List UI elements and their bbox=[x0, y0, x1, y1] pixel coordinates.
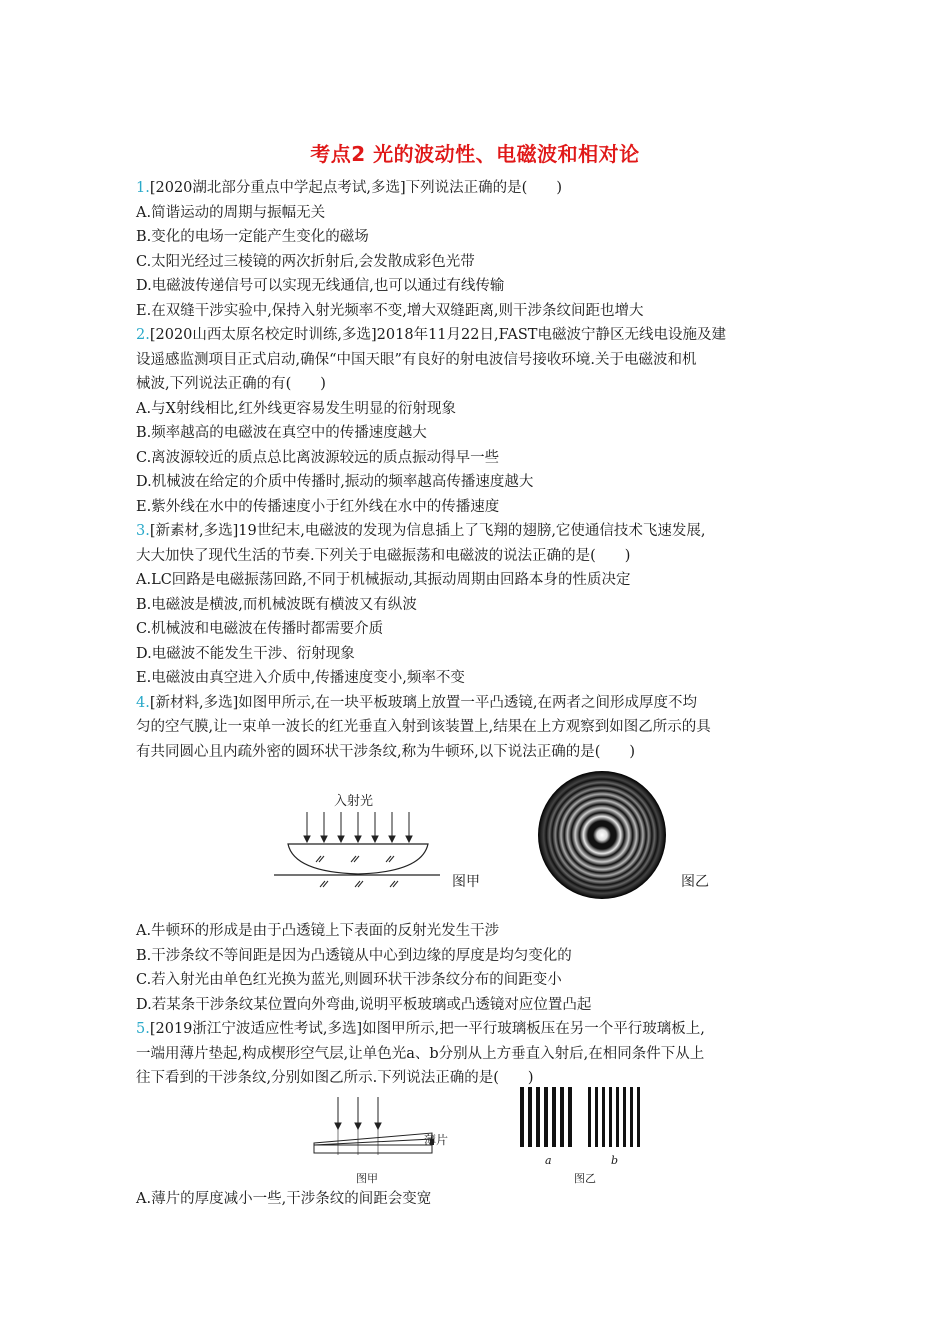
figure-b-caption-5: 图乙 bbox=[574, 1171, 596, 1185]
question-3-stem: 3.[新素材,多选]19世纪末,电磁波的发现为信息插上了飞翔的翅膀,它使通信技术飞速发展, bbox=[136, 523, 706, 539]
question-4-stem-line: 有共同圆心且内疏外密的圆环状干涉条纹,称为牛顿环,以下说法正确的是( ) bbox=[136, 743, 636, 760]
question-2-number: 2. bbox=[136, 327, 150, 343]
wedge-figures bbox=[136, 1091, 826, 1187]
figure-a-caption-5: 图甲 bbox=[356, 1171, 378, 1185]
q1-option-b: B.变化的电场一定能产生变化的磁场 bbox=[136, 229, 369, 245]
question-2-stem-line: 械波,下列说法正确的有( ) bbox=[136, 376, 326, 392]
q2-option-b: B.频率越高的电磁波在真空中的传播速度越大 bbox=[136, 425, 427, 441]
question-3-stem-line: 大大加快了现代生活的节奏.下列关于电磁振荡和电磁波的说法正确的是( ) bbox=[136, 547, 631, 564]
question-5-stem: 5.[2019浙江宁波适应性考试,多选]如图甲所示,把一平行玻璃板压在另一个平行玻璃板上, bbox=[136, 1021, 705, 1037]
q1-option-a: A.简谐运动的周期与振幅无关 bbox=[136, 204, 326, 221]
q2-option-e: E.紫外线在水中的传播速度小于红外线在水中的传播速度 bbox=[136, 498, 500, 515]
incident-light-label: 入射光 bbox=[334, 794, 374, 809]
q3-option-e: E.电磁波由真空进入介质中,传播速度变小,频率不变 bbox=[136, 670, 465, 686]
q1-option-c: C.太阳光经过三棱镜的两次折射后,会发散成彩色光带 bbox=[136, 253, 475, 270]
question-4-stem-line: 匀的空气膜,让一束单一波长的红光垂直入射到该装置上,结果在上方观察到如图乙所示的具 bbox=[136, 719, 711, 735]
q4-option-d: D.若某条干涉条纹某位置向外弯曲,说明平板玻璃或凸透镜对应位置凸起 bbox=[136, 996, 592, 1013]
figure-a-caption: 图甲 bbox=[452, 874, 480, 890]
question-5-number: 5. bbox=[136, 1021, 150, 1037]
question-5-stem-line: 一端用薄片垫起,构成楔形空气层,让单色光a、b分别从上方垂直入射后,在相同条件下从上 bbox=[136, 1045, 705, 1062]
q4-option-b: B.干涉条纹不等间距是因为凸透镜从中心到边缘的厚度是均匀变化的 bbox=[136, 947, 572, 964]
q3-option-b: B.电磁波是横波,而机械波既有横波又有纵波 bbox=[136, 596, 417, 613]
question-list bbox=[136, 176, 826, 1211]
question-1-stem: 1.[2020湖北部分重点中学起点考试,多选]下列说法正确的是( ) bbox=[136, 180, 562, 196]
q2-option-a: A.与X射线相比,红外线更容易发生明显的衍射现象 bbox=[136, 400, 457, 417]
question-5-stem-line: 往下看到的干涉条纹,分别如图乙所示.下列说法正确的是( ) bbox=[136, 1070, 534, 1086]
page-title: 考点2 光的波动性、电磁波和相对论 bbox=[310, 142, 640, 166]
q3-option-a: A.LC回路是电磁振荡回路,不同于机械振动,其振动周期由回路本身的性质决定 bbox=[136, 572, 631, 588]
question-1-number: 1. bbox=[136, 180, 150, 196]
q2-option-d: D.机械波在给定的介质中传播时,振动的频率越高传播速度越大 bbox=[136, 474, 534, 490]
question-2-stem-line: 设遥感监测项目正式启动,确保“中国天眼”有良好的射电波信号接收环境.关于电磁波和机 bbox=[136, 351, 697, 368]
q2-option-c: C.离波源较近的质点总比离波源较远的质点振动得早一些 bbox=[136, 449, 500, 466]
q3-option-c: C.机械波和电磁波在传播时都需要介质 bbox=[136, 621, 384, 637]
question-2-stem: 2.[2020山西太原名校定时训练,多选]2018年11月22日,FAST电磁波宁静区无线电设施及建 bbox=[136, 327, 726, 343]
fringe-label-b: b bbox=[611, 1153, 619, 1167]
fringe-label-a: a bbox=[545, 1153, 552, 1167]
q1-option-e: E.在双缝干涉实验中,保持入射光频率不变,增大双缝距离,则干涉条纹间距也增大 bbox=[136, 302, 644, 319]
newton-rings-image bbox=[537, 770, 667, 900]
newton-ring-figures bbox=[136, 764, 826, 919]
q3-option-d: D.电磁波不能发生干涉、衍射现象 bbox=[136, 645, 355, 662]
figure-b-caption: 图乙 bbox=[681, 874, 709, 890]
q1-option-d: D.电磁波传递信号可以实现无线通信,也可以通过有线传输 bbox=[136, 278, 505, 294]
q5-option-a: A.薄片的厚度减小一些,干涉条纹的间距会变宽 bbox=[136, 1190, 432, 1207]
fringe-patterns bbox=[518, 1087, 648, 1149]
question-4-number: 4. bbox=[136, 694, 150, 711]
question-3-number: 3. bbox=[136, 523, 150, 539]
question-4-stem: 4.[新材料,多选]如图甲所示,在一块平板玻璃上放置一平凸透镜,在两者之间形成厚度不均 bbox=[136, 694, 697, 711]
shim-label: 薄片 bbox=[424, 1132, 449, 1147]
q4-option-a: A.牛顿环的形成是由于凸透镜上下表面的反射光发生干涉 bbox=[136, 923, 500, 939]
q4-option-c: C.若入射光由单色红光换为蓝光,则圆环状干涉条纹分布的间距变小 bbox=[136, 972, 562, 988]
